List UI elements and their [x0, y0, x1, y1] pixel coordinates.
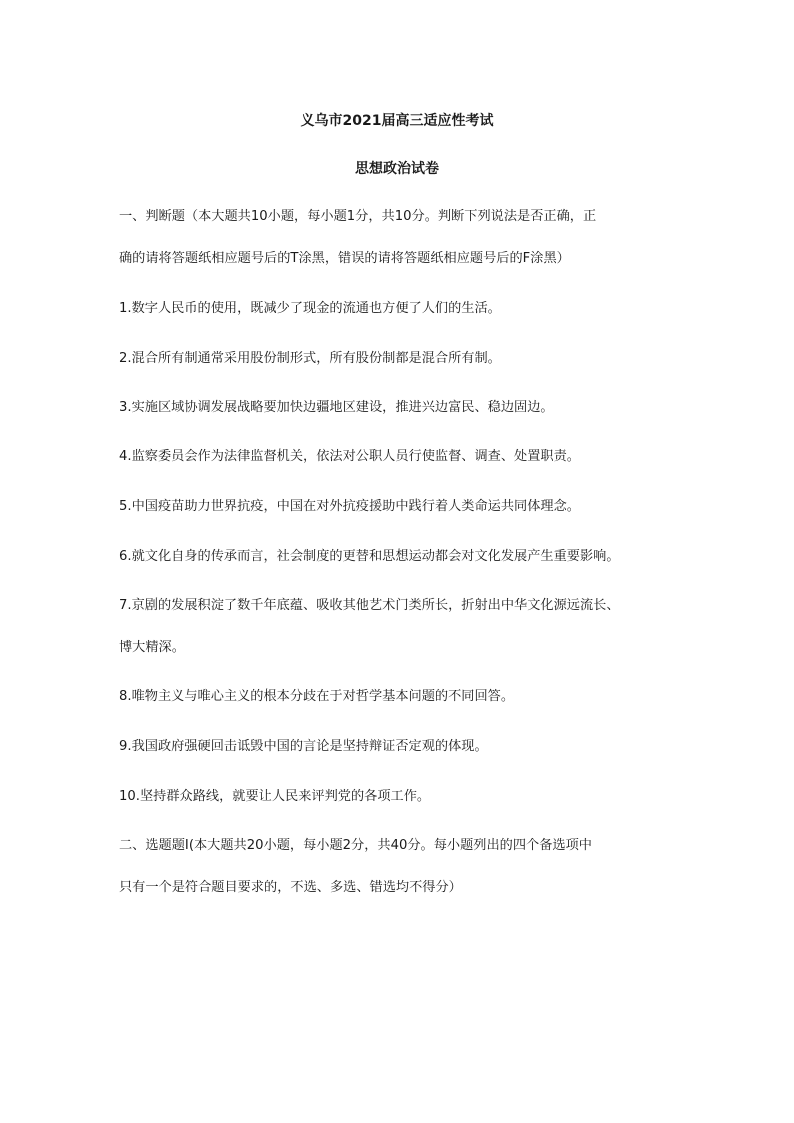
question-item: 4.监察委员会作为法律监督机关，依法对公职人员行使监督、调查、处置职责。 [119, 449, 580, 464]
question-item: 8.唯物主义与唯心主义的根本分歧在于对哲学基本问题的不同回答。 [119, 689, 515, 704]
question-item: 5.中国疫苗助力世界抗疫，中国在对外抗疫援助中践行着人类命运共同体理念。 [119, 499, 580, 514]
question-item: 9.我国政府强硬回击诋毁中国的言论是坚持辩证否定观的体现。 [119, 739, 488, 754]
question-item: 1.数字人民币的使用，既减少了现金的流通也方便了人们的生活。 [119, 301, 501, 316]
section2-heading-line2: 只有一个是符合题目要求的，不选、多选、错选均不得分） [119, 880, 462, 895]
question-item: 7.京剧的发展积淀了数千年底蕴、吸收其他艺术门类所长，折射出中华文化源远流长、 [119, 598, 620, 613]
exam-title: 义乌市2021届高三适应性考试 [300, 113, 494, 129]
question-item: 2.混合所有制通常采用股份制形式，所有股份制都是混合所有制。 [119, 351, 501, 366]
question-item-continuation: 博大精深。 [119, 640, 185, 655]
section1-heading-line2: 确的请将答题纸相应题号后的T涂黑，错误的请将答题纸相应题号后的F涂黑） [119, 251, 570, 266]
question-item: 3.实施区域协调发展战略要加快边疆地区建设，推进兴边富民、稳边固边。 [119, 400, 554, 415]
question-item: 6.就文化自身的传承而言，社会制度的更替和思想运动都会对文化发展产生重要影响。 [119, 549, 620, 564]
section2-heading-line1: 二、选题题I(本大题共20小题，每小题2分，共40分。每小题列出的四个备选项中 [119, 838, 592, 853]
exam-subject: 思想政治试卷 [355, 161, 439, 177]
section1-heading-line1: 一、判断题（本大题共10小题，每小题1分，共10分。判断下列说法是否正确，正 [119, 209, 597, 224]
question-item: 10.坚持群众路线，就要让人民来评判党的各项工作。 [119, 789, 431, 804]
